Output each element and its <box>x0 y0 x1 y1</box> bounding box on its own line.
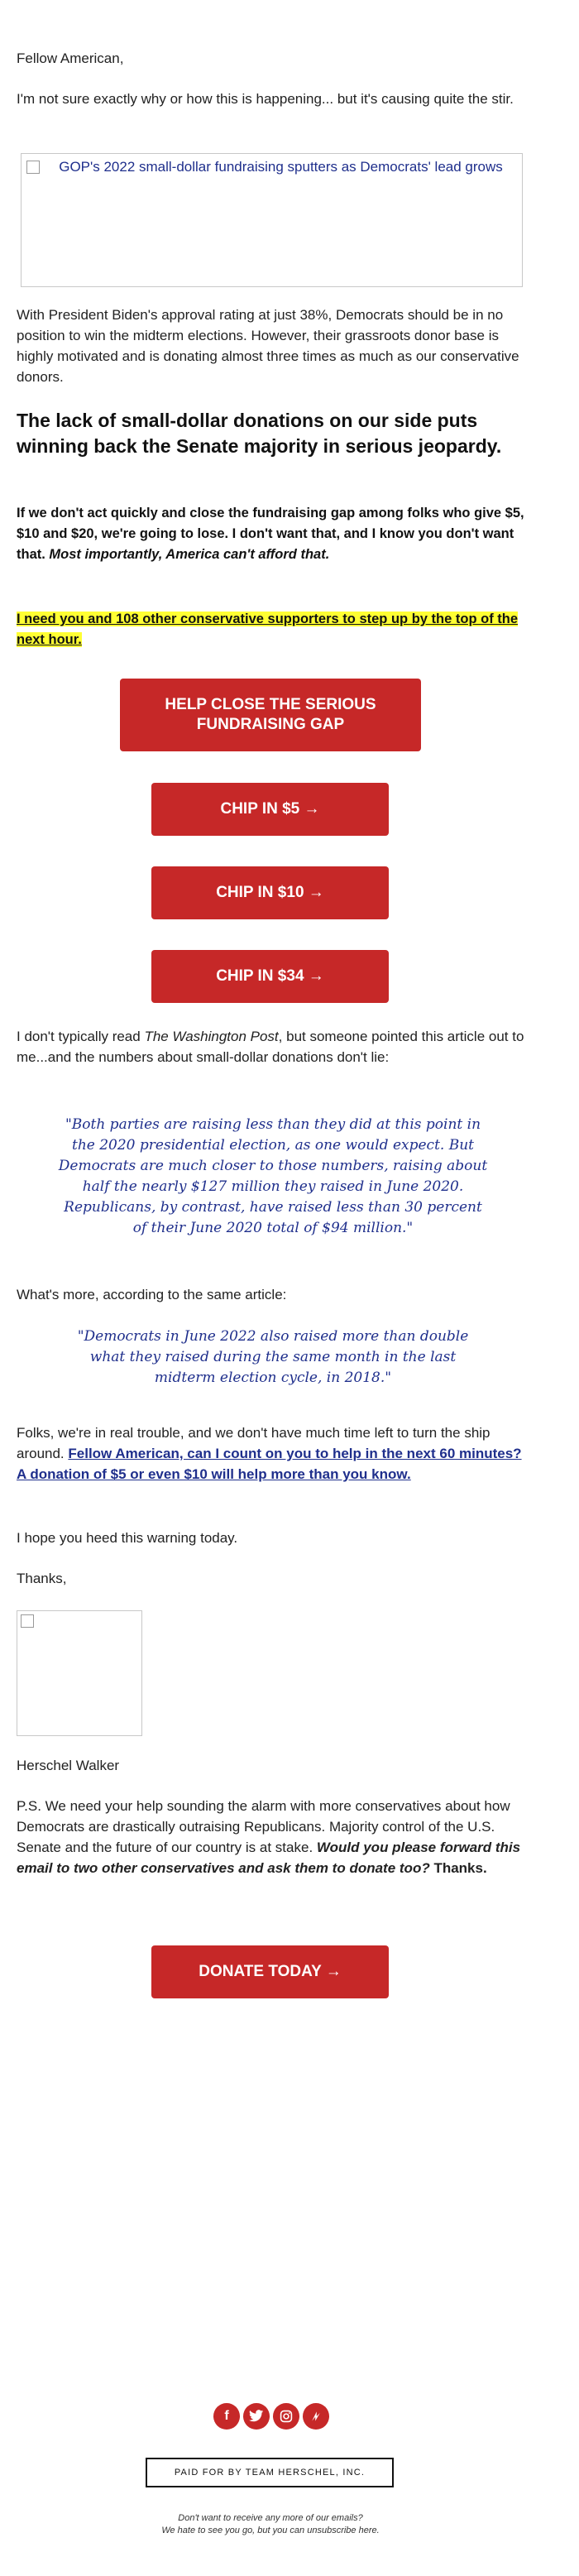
instagram-icon[interactable] <box>273 2403 299 2430</box>
highlight-text[interactable]: I need you and 108 other conservative supporters to step up by the top of the next hour. <box>17 612 519 647</box>
article-quote-1: "Both parties are raising less than they did at this point in the 2020 presidential election, as one would expect. But Democrats are much closer to those numbers, raising about half the nearly $127 million they raised in June 2020. Republicans, by contrast, have raised less than 30 percent of their June 2020 total of $94 million." <box>58 1116 488 1236</box>
hope-paragraph: I hope you heed this warning today. <box>17 1530 238 1546</box>
signature-name: Herschel Walker <box>17 1758 120 1773</box>
whats-more-paragraph: What's more, according to the same article: <box>17 1287 287 1302</box>
broken-image-icon <box>21 1614 34 1628</box>
chip-in-10-button[interactable]: CHIP IN $10 → <box>151 866 389 919</box>
broken-image-icon <box>26 161 40 174</box>
ps-text: P.S. We need your help sounding the alarm with more conservatives about how Democrats are drastically outraising Republicans. Majority control of the U.S. Senate and the future of our country is at stake. <box>17 1798 510 1855</box>
wapo-paragraph <box>17 1026 525 1067</box>
unsubscribe-link[interactable]: We hate to see you go, but you can unsubscribe here. <box>161 2526 380 2535</box>
approval-paragraph: With President Biden's approval rating at just 38%, Democrats should be in no position to win the midterm elections. However, their grassroots donor base is highly motivated and is donating almost three times as much as our conservative donors. <box>17 307 519 385</box>
hero-image-alt: GOP's 2022 small-dollar fundraising sputters as Democrats' lead grows <box>59 159 503 175</box>
ps-emphasis: Would you please forward this email to two other conservatives and ask them to donate too? <box>17 1840 521 1876</box>
help-close-gap-button[interactable]: HELP CLOSE THE SERIOUS FUNDRAISING GAP <box>120 679 421 751</box>
trouble-paragraph <box>17 1422 525 1485</box>
ps-thanks: Thanks. <box>429 1860 487 1876</box>
wapo-text-2: , but someone pointed this article out to me...and the numbers about small-dollar donations don't lie: <box>17 1029 524 1065</box>
trouble-text: Folks, we're in real trouble, and we don't have much time left to turn the ship around. <box>17 1425 490 1461</box>
act-paragraph <box>17 503 525 565</box>
act-emphasis-text: Most importantly, America can't afford that. <box>49 547 330 562</box>
chip-in-5-button[interactable]: CHIP IN $5 → <box>151 783 389 836</box>
article-quote-2: "Democrats in June 2022 also raised more than double what they raised during the same month in the last midterm election cycle, in 2018." <box>77 1328 469 1386</box>
wapo-text-1: I don't typically read <box>17 1029 145 1044</box>
act-bold-text: If we don't act quickly and close the fundraising gap among folks who give $5, $10 and $20, we're going to lose. I don't want that, and I know you don't want that. <box>17 506 524 562</box>
donate-today-button[interactable]: DONATE TODAY → <box>151 1945 389 1998</box>
gettr-icon[interactable] <box>303 2403 329 2430</box>
hero-image[interactable] <box>21 153 523 287</box>
ps-paragraph <box>17 1796 525 1878</box>
paid-for-box: PAID FOR BY TEAM HERSCHEL, INC. <box>146 2458 394 2487</box>
unsubscribe-line-1: Don't want to receive any more of our emails? <box>178 2513 363 2523</box>
twitter-icon[interactable] <box>243 2403 270 2430</box>
intro-paragraph: I'm not sure exactly why or how this is happening... but it's causing quite the stir. <box>17 91 514 107</box>
wapo-title: The Washington Post <box>144 1029 279 1044</box>
signature-image <box>17 1610 142 1736</box>
headline: The lack of small-dollar donations on our side puts winning back the Senate majority in serious jeopardy. <box>17 410 502 457</box>
chip-in-34-button[interactable]: CHIP IN $34 → <box>151 950 389 1003</box>
facebook-icon[interactable]: f <box>213 2403 240 2430</box>
donate-appeal-link[interactable]: Fellow American, can I count on you to help in the next 60 minutes? A donation of $5 or even $10 will help more than you know. <box>17 1446 522 1482</box>
salutation: Fellow American, <box>17 50 124 66</box>
highlight-paragraph <box>17 609 525 650</box>
thanks-paragraph: Thanks, <box>17 1571 67 1586</box>
unsubscribe-note <box>0 2512 541 2537</box>
